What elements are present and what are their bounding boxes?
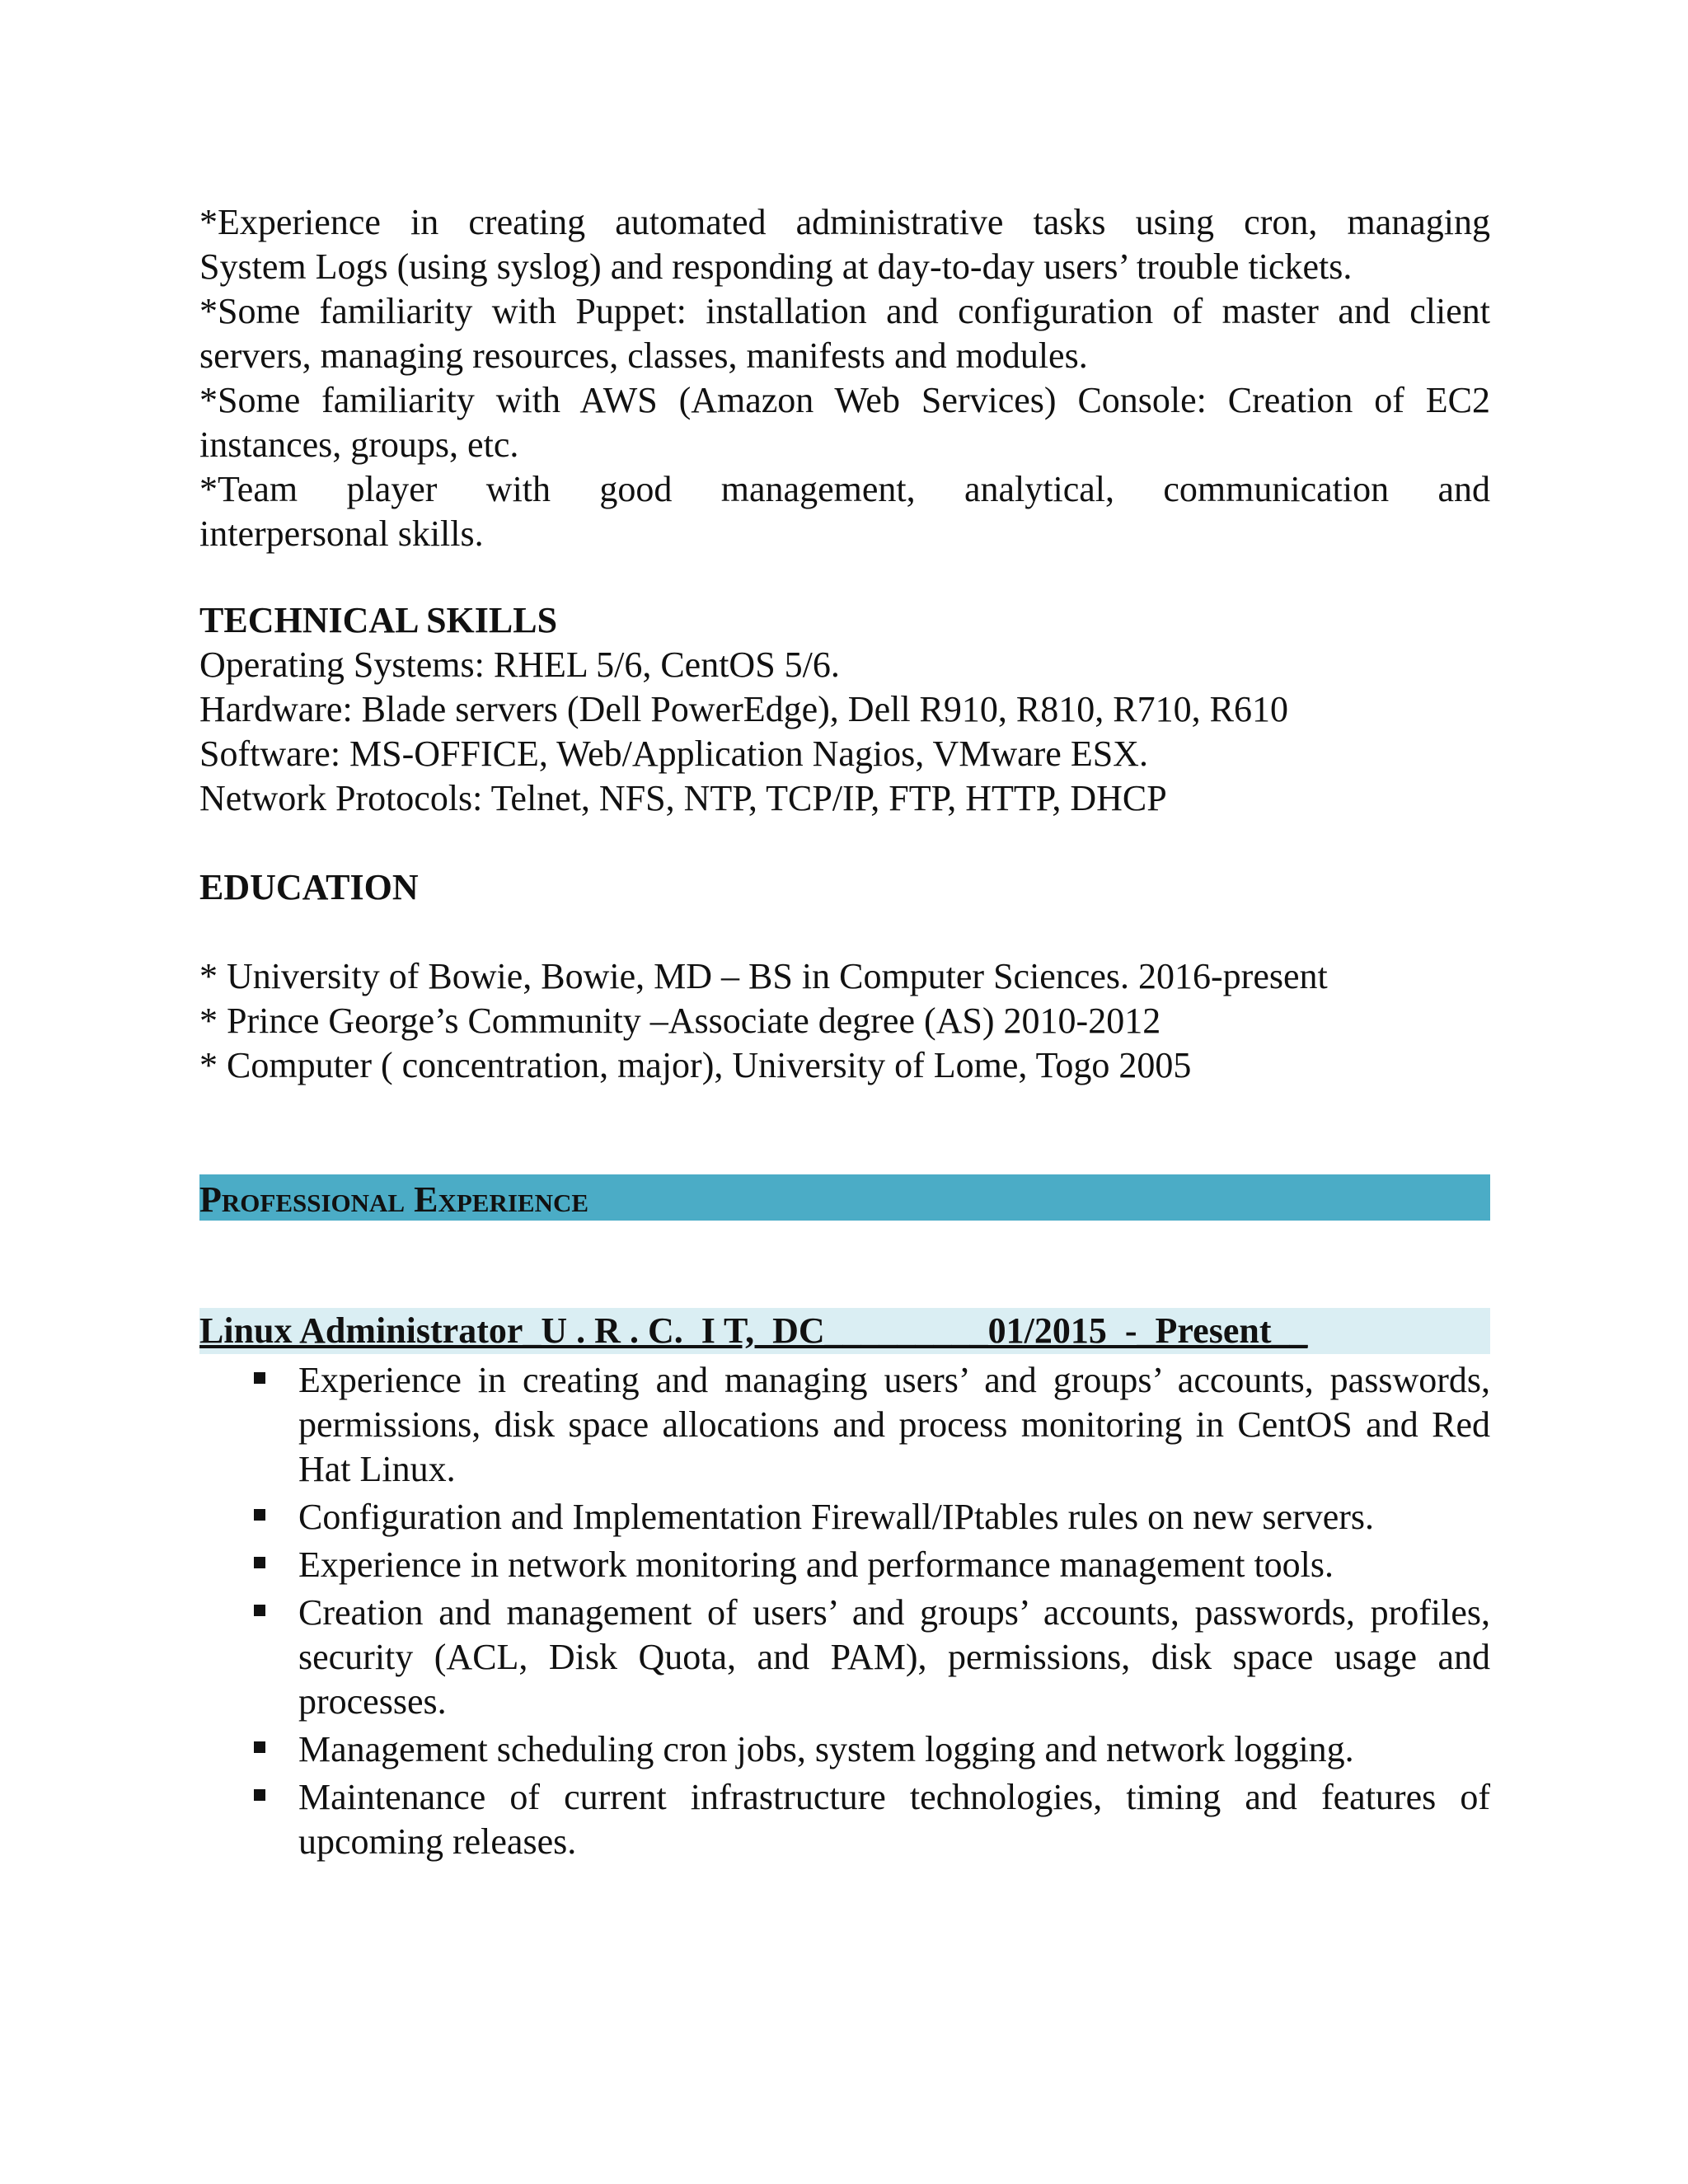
skills-hardware: Hardware: Blade servers (Dell PowerEdge), Dell R910, R810, R710, R610 [199,689,1288,729]
bullet-square-icon [254,1557,265,1568]
summary-line: interpersonal skills. [199,513,484,554]
education-item: * University of Bowie, Bowie, MD – BS in Computer Sciences. 2016-present [199,956,1328,996]
list-item [199,1495,1490,1540]
bullet-square-icon [254,1789,265,1801]
professional-experience-heading: Professional Experience [199,1179,589,1220]
bullet-text: Configuration and Implementation Firewall/IPtables rules on new servers. [298,1497,1375,1537]
skills-os: Operating Systems: RHEL 5/6, CentOS 5/6. [199,644,840,685]
list-item [199,1775,1490,1864]
education-item: * Computer ( concentration, major), University of Lome, Togo 2005 [199,1045,1192,1085]
skills-software: Software: MS-OFFICE, Web/Application Nagios, VMware ESX. [199,733,1148,774]
summary-line: instances, groups, etc. [199,424,519,465]
bullet-square-icon [254,1605,265,1616]
list-item [199,1358,1490,1492]
bullet-square-icon [254,1372,265,1384]
job-title: Linux Administrator_U . R . C. I T, DC_________01/2015 -_Present__ [199,1310,1308,1351]
bullet-text: Experience in network monitoring and performance management tools. [298,1544,1334,1585]
bullet-text: Management scheduling cron jobs, system logging and network logging. [298,1729,1354,1769]
bullet-text: Creation and management of users’ and groups’ accounts, passwords, profiles, security (ACL, Disk Quota, and PAM), permissions, disk space usage and processes. [298,1592,1490,1722]
education-section [199,865,1490,1088]
bullet-square-icon [254,1509,265,1521]
education-item: * Prince George’s Community –Associate degree (AS) 2010-2012 [199,1001,1161,1041]
list-item [199,1543,1490,1587]
summary-line: *Some familiarity with AWS (Amazon Web Services) Console: Creation of EC2 [199,380,1490,420]
summary-line: *Some familiarity with Puppet: installation and configuration of master and client [199,291,1490,331]
bullet-text: Experience in creating and managing users’ and groups’ accounts, passwords, permissions, disk space allocations and process monitoring in CentOS and Red Hat Linux. [298,1360,1490,1489]
technical-skills-section [199,598,1490,821]
job-bullet-list [199,1358,1490,1868]
technical-skills-heading: TECHNICAL SKILLS [199,600,558,640]
summary-line: *Experience in creating automated administrative tasks using cron, managing [199,202,1490,242]
bullet-square-icon [254,1741,265,1753]
education-heading: EDUCATION [199,867,419,907]
list-item [199,1727,1490,1772]
skills-network: Network Protocols: Telnet, NFS, NTP, TCP/IP, FTP, HTTP, DHCP [199,778,1167,818]
list-item [199,1591,1490,1724]
summary-line: *Team player with good management, analytical, communication and [199,469,1490,509]
bullet-text: Maintenance of current infrastructure technologies, timing and features of upcoming releases. [298,1777,1490,1862]
summary-line: servers, managing resources, classes, manifests and modules. [199,335,1088,376]
summary-line: System Logs (using syslog) and responding at day-to-day users’ trouble tickets. [199,246,1353,287]
